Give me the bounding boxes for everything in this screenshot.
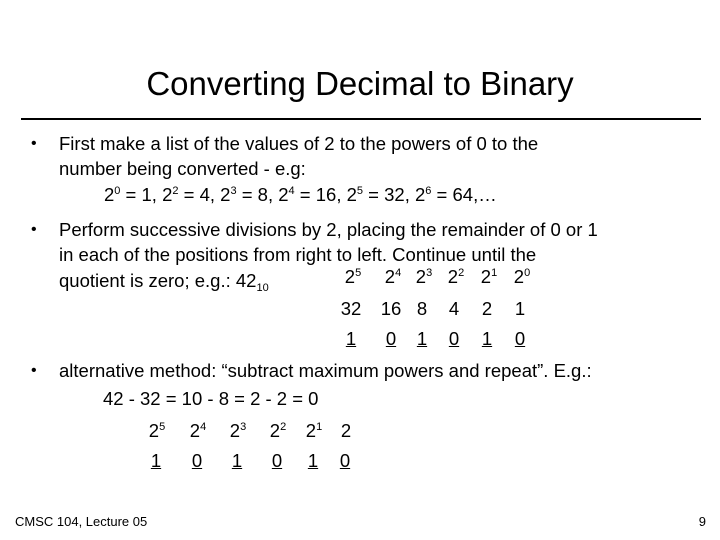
power-header: [330, 420, 362, 442]
power-base: 2: [447, 266, 459, 287]
power-base: 2: [229, 420, 241, 441]
bullet-marker: •: [31, 221, 37, 238]
bullet2-line2: in each of the positions from right to left. Continue until the: [59, 244, 537, 265]
power-base: 2: [269, 420, 281, 441]
bullet2-line3-text: quotient is zero; e.g.: 42: [59, 270, 257, 291]
slide-title: Converting Decimal to Binary: [146, 65, 574, 102]
power-header: [222, 420, 254, 442]
power-header: [337, 266, 369, 288]
power-value: = 16,: [294, 184, 347, 205]
power-exponent: 3: [240, 421, 247, 433]
binary-digit: 0: [514, 328, 526, 349]
power-exponent: 3: [426, 267, 433, 279]
bullet1-line1: First make a list of the values of 2 to the powers of 0 to the: [59, 133, 539, 154]
power-exponent: 4: [200, 421, 207, 433]
power-base: 2: [104, 184, 115, 205]
power-exponent: 0: [114, 185, 121, 197]
power-exponent: 5: [356, 185, 364, 197]
binary-digit: 1: [345, 328, 357, 349]
power-header: [182, 420, 214, 442]
power-value: 32: [340, 298, 362, 319]
power-value: = 1,: [120, 184, 163, 205]
power-value: 16: [380, 298, 402, 319]
subtraction-line: 42 - 32 = 10 - 8 = 2 - 2 = 0: [103, 388, 319, 409]
binary-digit: 0: [191, 450, 203, 471]
footer-course: CMSC 104, Lecture 05: [15, 514, 148, 529]
power-base: 2: [278, 184, 289, 205]
power-value: 8: [416, 298, 428, 319]
power-header: [377, 266, 409, 288]
power-base: 2: [480, 266, 492, 287]
power-header: [506, 266, 538, 288]
power-exponent: 6: [425, 185, 432, 197]
power-exponent: 4: [288, 185, 295, 197]
power-header: [408, 266, 440, 288]
power-base: 2: [340, 420, 352, 441]
powers-list: [104, 184, 497, 206]
binary-digit: 1: [231, 450, 243, 471]
power-value: 4: [448, 298, 460, 319]
power-exponent: 2: [458, 267, 465, 279]
power-value: = 8,: [236, 184, 279, 205]
power-header: [473, 266, 505, 288]
binary-digit: 1: [416, 328, 428, 349]
binary-digit: 0: [385, 328, 397, 349]
title-divider: [21, 118, 701, 120]
binary-digit: 0: [448, 328, 460, 349]
power-exponent: 0: [524, 267, 531, 279]
power-base: 2: [305, 420, 317, 441]
bullet3-line1: alternative method: “subtract maximum powers and repeat”. E.g.:: [59, 360, 592, 381]
power-value: = 4,: [178, 184, 221, 205]
binary-digit: 0: [271, 450, 283, 471]
power-base: 2: [415, 266, 427, 287]
power-base: 2: [148, 420, 160, 441]
power-exponent: 4: [395, 267, 402, 279]
base-subscript: 10: [256, 282, 269, 294]
binary-digit: 0: [339, 450, 351, 471]
power-header: [141, 420, 173, 442]
power-base: 2: [344, 266, 356, 287]
bullet1-line2: number being converted - e.g:: [59, 158, 306, 179]
bullet-marker: •: [31, 362, 37, 379]
page-number: 9: [698, 514, 706, 529]
power-base: 2: [513, 266, 525, 287]
power-header: [298, 420, 330, 442]
power-base: 2: [220, 184, 231, 205]
power-exponent: 5: [159, 421, 166, 433]
power-exponent: 5: [355, 267, 362, 279]
binary-digit: 1: [307, 450, 319, 471]
power-exponent: 2: [172, 185, 179, 197]
power-header: [262, 420, 294, 442]
binary-digit: 1: [481, 328, 493, 349]
power-base: 2: [384, 266, 396, 287]
power-base: 2: [162, 184, 173, 205]
bullet2-line3: [59, 270, 269, 292]
binary-digit: 1: [150, 450, 162, 471]
power-base: 2: [189, 420, 201, 441]
power-value: 1: [514, 298, 526, 319]
power-base: 2: [346, 184, 357, 205]
power-exponent: 3: [230, 185, 237, 197]
power-value: = 64,…: [431, 184, 497, 205]
power-value: = 32,: [363, 184, 415, 205]
bullet-marker: •: [31, 135, 37, 152]
bullet2-line1: Perform successive divisions by 2, placing the remainder of 0 or 1: [59, 219, 598, 240]
power-header: [440, 266, 472, 288]
power-exponent: 2: [280, 421, 287, 433]
power-base: 2: [414, 184, 426, 205]
power-exponent: 1: [316, 421, 323, 433]
power-exponent: 1: [491, 267, 498, 279]
power-value: 2: [481, 298, 493, 319]
